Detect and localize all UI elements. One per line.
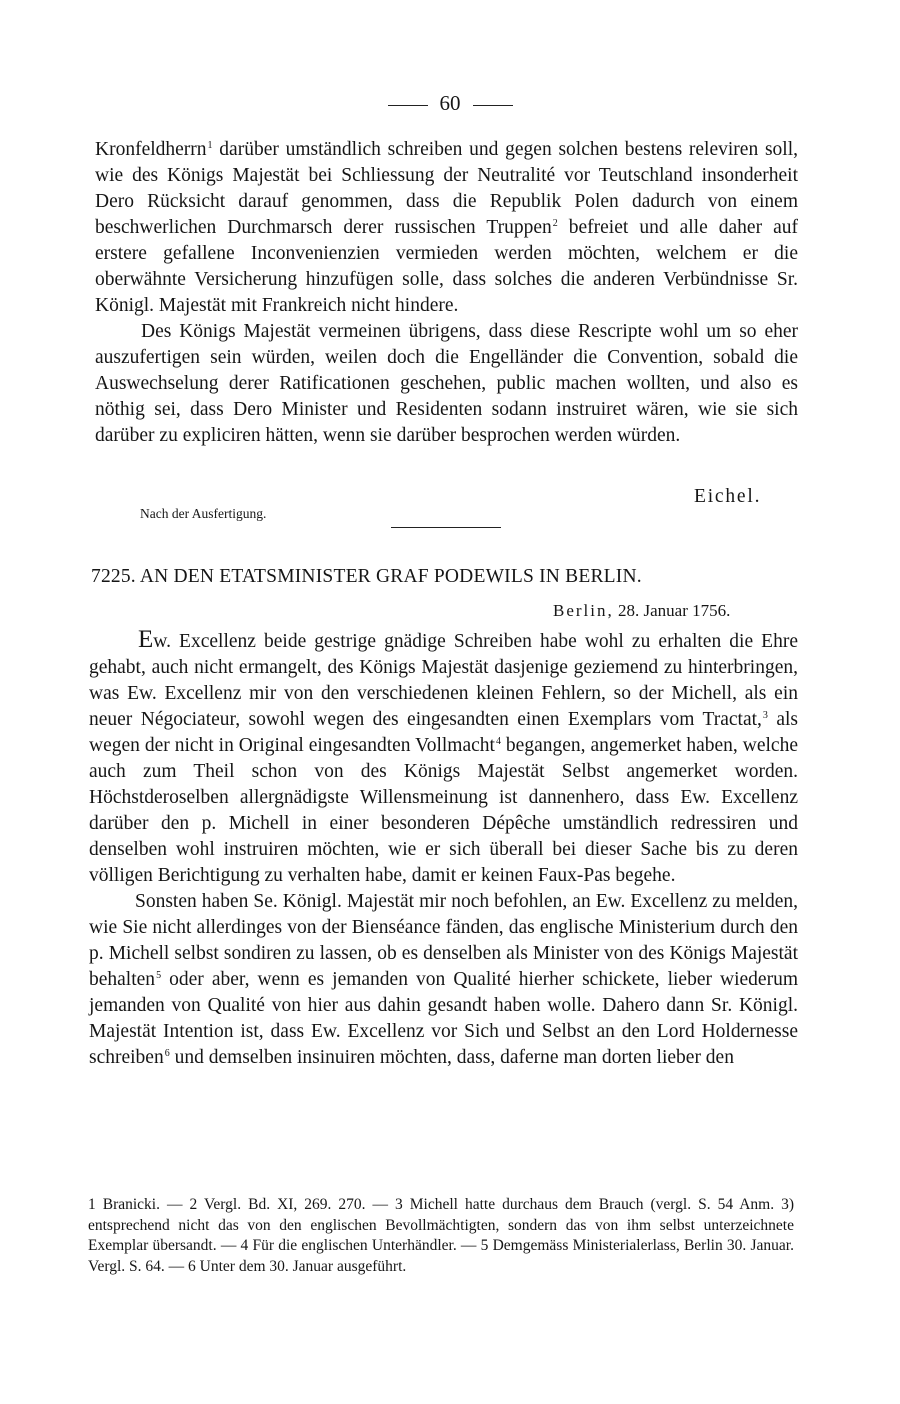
page-number-rule-left (388, 105, 428, 106)
section-separator (391, 527, 501, 528)
page-number (0, 90, 900, 116)
dateline-date: 28. Januar 1756. (613, 601, 731, 620)
dateline-place: Berlin, (553, 601, 614, 620)
drop-cap: E (138, 626, 154, 653)
document-heading (91, 566, 803, 588)
footnotes: 1 Branicki. — 2 Vergl. Bd. XI, 269. 270. — 3 Michell hatte durchaus dem Brauch (vergl. S. 54 Anm. 3) entsprechend nicht das von den englischen Bevollmächtigten, sondern das von ihm selbst unterzeichnete Exemplar übersandt. — 4 Für die englischen Unterhändler. — 5 Demgemäss Ministerialerlass, Berlin 30. Januar. Vergl. S. 64. — 6 Unter dem 30. Januar ausgeführt. (88, 1196, 794, 1275)
footnote-marker: 4 (495, 736, 501, 747)
page-number-rule-right (473, 105, 513, 106)
document-title: AN DEN ETATSMINISTER GRAF PODEWILS IN BERLIN. (139, 566, 642, 587)
dateline (553, 601, 730, 621)
letter-paragraph-2: Sonsten haben Se. Königl. Majestät mir noch befohlen, an Ew. Excellenz zu melden, wie Sie nicht allerdinges von der Bienséance fänden, das englische Ministerium durch den p. Michell selbst sondiren zu lassen, ob es denselben als Minister von des Königs Majestät behalten$^5$ oder aber, wenn es jemanden von Qualité hierher schickete, lieber wiederum jemanden von Qualité von hier aus dahin gesandt haben wolle. Dahero dann Sr. Königl. Majestät Intention ist, dass Ew. Excellenz vor Sich und Selbst an den Lord Holdernesse schreiben$^6$ und demselben insinuiren möchten, dass, daferne man dorten lieber den (89, 891, 798, 1068)
source-note: Nach der Ausfertigung. (140, 506, 267, 521)
continued-text (95, 137, 798, 449)
footnote-marker: 1 (207, 140, 213, 151)
continued-paragraph-1: Kronfeldherrn$^1$ darüber umständlich schreiben und gegen solchen bestens releviren soll, wie des Königs Majestät bei Schliessung der Neutralité vor Teutschland insonderheit Dero Rücksicht darauf genommen, dass die Republik Polen dadurch von einem beschwerlichen Durchmarsch derer russischen Truppen$^2$ befreiet und alle daher auf erstere gefallene Inconvenienzien vermieden werden möchten, welchem er die oberwähnte Versicherung hinzufügen solle, dass solches die anderen Verbündnisse Sr. Königl. Majestät mit Frankreich nicht hindere. (95, 139, 799, 316)
document-number: 7225. (91, 566, 136, 587)
footnote-marker: 3 (762, 710, 768, 721)
letter-paragraph-1 (89, 627, 798, 889)
footnote-marker: 6 (164, 1048, 170, 1059)
page-number-value: 60 (439, 91, 461, 115)
footnote-marker: 5 (156, 970, 162, 981)
closing-signature: Eichel. (694, 486, 762, 507)
continued-paragraph-2: Des Königs Majestät vermeinen übrigens, dass diese Rescripte wohl um so eher auszufertigen sein würden, weilen doch die Engelländer die Convention, sobald die Auswechselung derer Ratificationen geschehen, public machen wollten, und also es nöthig sei, dass Dero Minister und Residenten sodann instruiret wären, wie sie sich darüber zu expliciren hätten, wenn sie darüber besprochen werden würden. (95, 321, 798, 446)
letter-body (89, 627, 798, 1071)
footnote-marker: 2 (552, 218, 558, 229)
letter-paragraph-1-text: w. Excellenz beide gestrige gnädige Schreiben habe wohl zu erhalten die Ehre gehabt, auch nicht ermangelt, des Königs Majestät dasjenige geziemend zu hinterbringen, was Ew. Excellenz mir von den verschiedenen kleinen Fehlern, so der Michell, als ein neuer Négociateur, sowohl wegen des eingesandten einen Exemplars vom Tractat,$^3$ als wegen der nicht in Original eingesandten Vollmacht$^4$ begangen, angemerket haben, welche auch zum Theil schon von des Königs Majestät Selbst angemerket worden. Höchstderoselben allergnädigste Willensmeinung ist dannenhero, dass Ew. Excellenz darüber den p. Michell in einer besonderen Dépêche umständlich redressiren und denselben wohl instruiren möchten, wie er sich überall bei dieser Sache bis zu deren völligen Berichtigung zu verhalten habe, damit er keinen Faux-Pas begehe. (89, 631, 798, 886)
